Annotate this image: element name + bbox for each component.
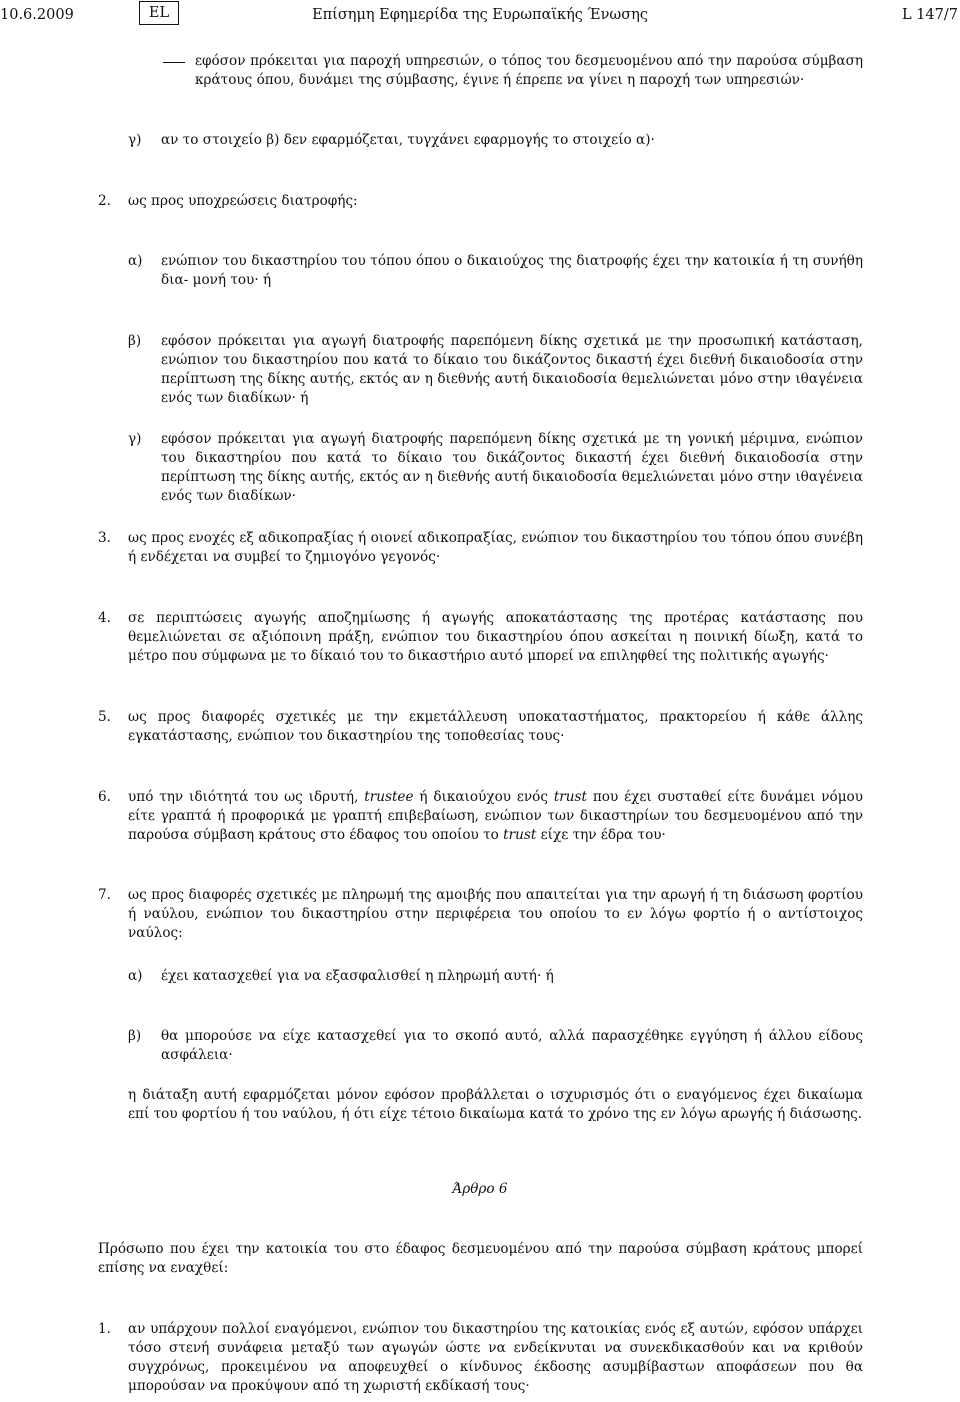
item-paragraph: αν υπάρχουν πολλοί εναγόμενοι, ενώπιον του δικαστηρίου της κατοικίας ενός εξ αυτών, εφόσον υπάρχει τόσο στενή συνάφεια μεταξύ των αγωγών ώστε να ενδείκνυται να συνεκδικασθούν και να κριθούν συγχρόνως, προκειμένου να αποφευχθεί ο κίνδυνος έκδοσης ασυμβίβαστων αποφάσεων που θα μπορούσαν να προκύψουν από τη χωριστή εκδίκασή τους·: [128, 1321, 863, 1394]
journal-title: Επίσημη Εφημερίδα της Ευρωπαϊκής Ένωσης: [312, 7, 648, 23]
item-label: γ): [128, 431, 142, 447]
page-reference: L 147/7: [901, 7, 958, 23]
article-heading: Άρθρο 6: [452, 1181, 508, 1197]
item-label: β): [128, 333, 142, 349]
item-paragraph: θα μπορούσε να είχε κατασχεθεί για το σκοπό αυτό, αλλά παρασχέθηκε εγγύηση ή άλλου είδους ασφάλεια·: [161, 1028, 863, 1063]
text-run: είχε την έδρα του·: [536, 827, 666, 843]
item-number: 7.: [98, 887, 111, 903]
item-paragraph: ως προς υποχρεώσεις διατροφής:: [128, 193, 358, 209]
indent-dash: [163, 62, 185, 63]
item-number: 4.: [98, 610, 111, 626]
item-number: 1.: [98, 1321, 111, 1337]
item-label: β): [128, 1028, 142, 1044]
item-label: α): [128, 968, 143, 984]
indent-paragraph: εφόσον πρόκειται για παροχή υπηρεσιών, ο τόπος του δεσμευομένου από την παρούσα σύμβαση κράτους όπου, δυνάμει της σύμβασης, έγινε ή έπρεπε να γίνει η παροχή των υπηρεσιών·: [195, 53, 863, 88]
item-number: 6.: [98, 789, 111, 805]
item-paragraph: έχει κατασχεθεί για να εξασφαλισθεί η πληρωμή αυτή· ή: [161, 968, 554, 984]
item-paragraph: ως προς διαφορές σχετικές με την εκμετάλλευση υποκαταστήματος, πρακτορείου ή κάθε άλλης εγκατάστασης, ενώπιον του δικαστηρίου της τοποθεσίας τους·: [128, 709, 863, 744]
item-paragraph: [128, 788, 863, 845]
item-paragraph: ενώπιον του δικαστηρίου του τόπου όπου ο δικαιούχος της διατροφής έχει την κατοικία ή τη συνήθη δια- μονή του· ή: [161, 253, 863, 288]
item-paragraph: σε περιπτώσεις αγωγής αποζημίωσης ή αγωγής αποκατάστασης της προτέρας κατάστασης που θεμελιώνεται σε αξιόποινη πράξη, ενώπιον του δικαστηρίου όπου ασκείται η ποινική δίωξη, κατά το μέτρο που σύμφωνα με το δίκαιό του το δικαστήριο αυτό μπορεί να επιληφθεί της πολιτικής αγωγής·: [128, 610, 863, 664]
italic-term: trust: [503, 827, 537, 843]
item-number: 5.: [98, 709, 111, 725]
item-paragraph: ως προς διαφορές σχετικές με πληρωμή της αμοιβής που απαιτείται για την αρωγή ή τη διάσωση φορτίου ή ναύλου, ενώπιον του δικαστηρίου στην περιφέρεια του οποίου το εν λόγω φορτίο ή ο αντίστοιχος ναύλος:: [128, 887, 863, 941]
italic-term: trustee: [364, 789, 414, 805]
item-paragraph: ως προς ενοχές εξ αδικοπραξίας ή οιονεί αδικοπραξίας, ενώπιον του δικαστηρίου του τόπου όπου συνέβη ή ενδέχεται να συμβεί το ζημιογόνο γεγονός·: [128, 530, 863, 565]
item-paragraph: εφόσον πρόκειται για αγωγή διατροφής παρεπόμενη δίκης σχετικά με τη γονική μέριμνα, ενώπιον του δικαστηρίου που κατά το δίκαιο του δικάζοντος δικαστή έχει διεθνή δικαιοδοσία στην περίπτωση της δίκης αυτής, εκτός αν η διεθνής αυτή δικαιοδοσία θεμελιώνεται μόνο στην ιθαγένεια ενός των διαδίκων·: [161, 431, 863, 504]
item-number: 2.: [98, 193, 111, 209]
item-number: 3.: [98, 530, 111, 546]
item-label: α): [128, 253, 143, 269]
item-paragraph: αν το στοιχείο β) δεν εφαρμόζεται, τυγχάνει εφαρμογής το στοιχείο α)·: [161, 132, 655, 148]
italic-term: trust: [553, 789, 587, 805]
text-run: ή δικαιούχου ενός: [413, 789, 554, 805]
text-run: υπό την ιδιότητά του ως ιδρυτή,: [128, 789, 365, 805]
article-intro: Πρόσωπο που έχει την κατοικία του στο έδαφος δεσμευομένου από την παρούσα σύμβαση κράτους μπορεί επίσης να εναχθεί:: [98, 1241, 863, 1276]
item-label: γ): [128, 132, 142, 148]
header-date: 10.6.2009: [0, 7, 74, 23]
language-badge: EL: [139, 1, 179, 25]
text-run: που έχει συσταθεί είτε δυνάμει νόμου είτε γραπτά ή προφορικά με γραπτή επιβεβαίωση, ενώπιον των δικαστηρίων του δεσμευομένου από την παρούσα σύμβαση κράτους στο έδαφος του οποίου το: [128, 789, 864, 843]
item-tail-paragraph: η διάταξη αυτή εφαρμόζεται μόνον εφόσον προβάλλεται ο ισχυρισμός ότι ο εναγόμενος έχει δικαίωμα επί του φορτίου ή του ναύλου, ή ότι είχε τέτοιο δικαίωμα κατά το χρόνο της εν λόγω αρωγής ή διάσωσης.: [128, 1087, 863, 1122]
item-paragraph: εφόσον πρόκειται για αγωγή διατροφής παρεπόμενη δίκης σχετικά με την προσωπική κατάσταση, ενώπιον του δικαστηρίου που κατά το δίκαιο του δικάζοντος δικαστή έχει διεθνή δικαιοδοσία στην περίπτωση της δίκης αυτής, εκτός αν η διεθνής αυτή δικαιοδοσία θεμελιώνεται μόνο στην ιθαγένεια ενός των διαδίκων· ή: [161, 333, 863, 406]
